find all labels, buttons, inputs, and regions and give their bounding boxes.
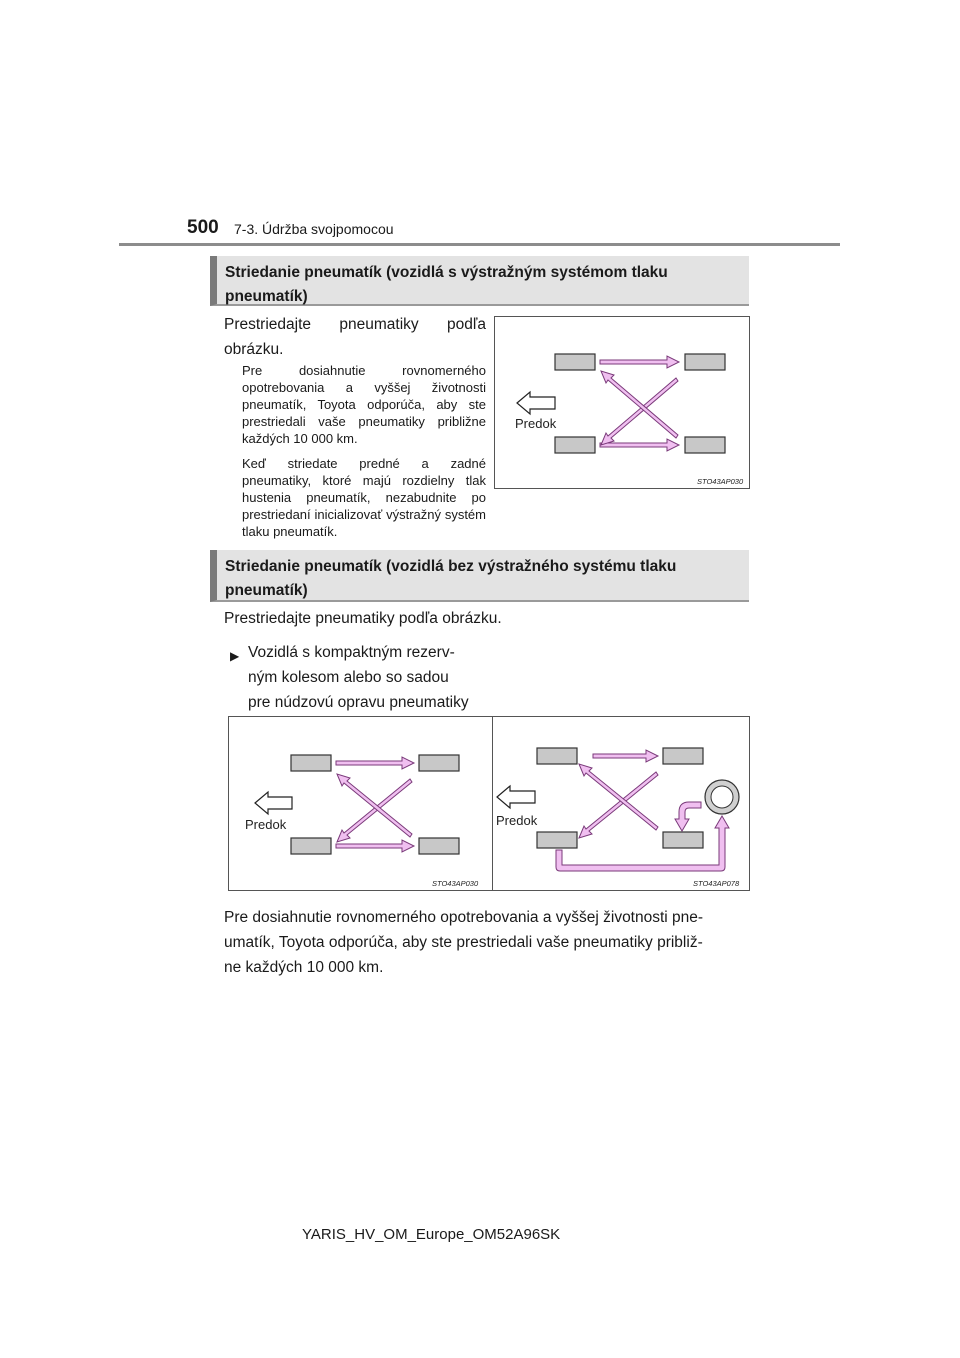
arrow-spare-to-rear-right	[675, 802, 701, 831]
tire-rear-left	[555, 437, 595, 453]
rotation-diagram	[229, 717, 492, 890]
header-divider	[119, 243, 840, 246]
heading-line-1: Striedanie pneumatík (vozidlá bez výstražného systému tlaku	[225, 558, 677, 575]
bullet-triangle-icon: ▶	[230, 649, 240, 663]
heading-line-2: pneumatík)	[225, 288, 308, 305]
arrow-diagonal-up	[579, 764, 658, 830]
rotation-diagram	[493, 717, 749, 890]
tire-rear-right	[663, 832, 703, 848]
tire-rear-left	[537, 832, 577, 848]
section-heading-with-tpws	[210, 256, 749, 306]
tire-rear-left	[291, 838, 331, 854]
figure-code: STO43AP030	[432, 879, 479, 888]
front-label: Predok	[496, 813, 538, 828]
arrow-diagonal-down	[337, 779, 412, 842]
rotation-figure-compact-spare	[228, 716, 493, 891]
document-id: YARIS_HV_OM_Europe_OM52A96SK	[302, 1226, 561, 1243]
heading-line-1: Striedanie pneumatík (vozidlá s výstražným systémom tlaku	[225, 264, 668, 281]
section2-intro: Prestriedajte pneumatiky podľa obrázku.	[224, 610, 502, 627]
arrow-diagonal-up	[337, 774, 412, 837]
rotation-figure-full-size-spare	[493, 716, 750, 891]
tire-front-right	[685, 354, 725, 370]
closing-line: Pre dosiahnutie rovnomerného opotrebovania a vyššej životnosti pne-	[224, 909, 704, 926]
tire-front-left	[537, 748, 577, 764]
tire-front-left	[555, 354, 595, 370]
tire-front-left	[291, 755, 331, 771]
figure-code: STO43AP030	[697, 477, 744, 486]
front-label: Predok	[245, 817, 287, 832]
arrow-diagonal-up	[601, 371, 678, 438]
page-number: 500	[187, 217, 219, 238]
tire-rear-right	[685, 437, 725, 453]
front-direction-icon	[255, 792, 292, 814]
bullet-line: Vozidlá s kompaktným rezerv-	[248, 644, 455, 661]
tire-front-right	[419, 755, 459, 771]
figure-code: STO43AP078	[693, 879, 740, 888]
section1-intro	[224, 312, 486, 362]
closing-line: umatík, Toyota odporúča, aby ste prestriedali vaše pneumatiky približ-	[224, 934, 703, 951]
section-breadcrumb: 7-3. Údržba svojpomocou	[234, 221, 394, 237]
front-direction-icon	[517, 392, 555, 414]
intro-line-2: obrázku.	[224, 341, 284, 358]
arrow-front-left-to-right	[600, 356, 679, 368]
intro-line-1: Prestriedajte pneumatiky podľa	[224, 316, 486, 333]
bullet-line: pre núdzovú opravu pneumatiky	[248, 694, 469, 711]
section1-note-2: Keď striedate predné a zadné pneumatiky, ktoré majú rozdielny tlak hustenia pneumatík, nezabudnite po prestriedaní inicializovať výstražný systém tlaku pneumatík.	[242, 456, 486, 539]
rotation-diagram	[495, 317, 749, 488]
arrow-front-left-to-right	[593, 750, 658, 762]
spare-tire-rim	[711, 786, 733, 808]
front-direction-icon	[497, 786, 535, 808]
arrow-rear-left-to-right	[336, 840, 414, 852]
bullet-line: ným kolesom alebo so sadou	[248, 669, 449, 686]
tire-front-right	[663, 748, 703, 764]
section1-note-1: Pre dosiahnutie rovnomerného opotrebovania a vyššej životnosti pneumatík, Toyota odporúča, aby ste prestriedali vaše pneumatiky približne každých 10 000 km.	[242, 363, 486, 446]
arrow-diagonal-down	[601, 378, 678, 445]
arrow-front-left-to-right	[336, 757, 414, 769]
closing-paragraph	[224, 905, 754, 980]
rotation-figure-with-tpws	[494, 316, 750, 489]
bullet-compact-spare	[226, 640, 508, 715]
tire-rear-right	[419, 838, 459, 854]
arrow-diagonal-down	[579, 772, 658, 838]
front-label: Predok	[515, 416, 557, 431]
heading-line-2: pneumatík)	[225, 582, 308, 599]
closing-line: ne každých 10 000 km.	[224, 959, 384, 976]
section-heading-without-tpws	[210, 550, 749, 602]
